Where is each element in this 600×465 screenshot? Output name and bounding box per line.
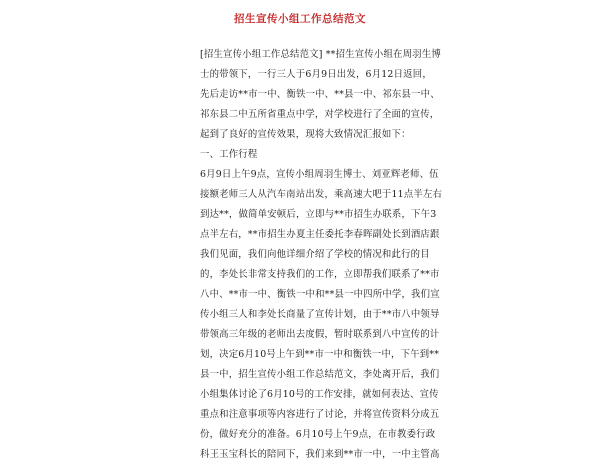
text-line: 起到了良好的宣传效果，现将大致情况汇报如下：: [200, 129, 411, 140]
text-line: 先后走访**市一中、衡铁一中、**县一中、祁东县一中、: [200, 89, 440, 100]
text-line: 的，李处长非常支持我们的工作，立即帮我们联系了**市: [200, 269, 440, 280]
text-line: 带领高三年级的老师出去度假，暂时联系到八中宣传的计: [200, 329, 440, 340]
text-line: 6月9日上午9点，宣传小组周羽生博士、刘亚辉老师、伍: [200, 169, 439, 180]
document-title: 招生宣传小组工作总结范文: [234, 13, 366, 25]
text-line: 到达**，做简单安顿后，立即与**市招生办联系，下午3: [200, 209, 437, 220]
text-line: 点半左右，**市招生办夏主任委托李春晖副处长到酒店跟: [200, 229, 440, 240]
text-line: 份，做好充分的准备。6月10号上午9点，在市教委行政: [200, 429, 436, 440]
text-line: 划，决定6月10号上午到**市一中和衡铁一中，下午到**: [200, 349, 440, 360]
text-line: 接额老师三人从汽车南站出发，乘高速大吧于11点半左右: [200, 189, 443, 200]
text-line: 祁东县二中五所省重点中学，对学校进行了全面的宣传，: [200, 109, 440, 120]
text-line: 我们见面，我们向他详细介绍了学校的情况和此行的目: [200, 249, 430, 260]
text-line: 科王玉宝科长的陪同下，我们来到**市一中，一中主管高: [200, 449, 440, 460]
text-line: 重点和注意事项等内容进行了讨论，并将宣传资料分成五: [200, 409, 440, 420]
text-line: 小组集体讨论了6月10号的工作安排，就如何表达、宣传: [200, 389, 439, 400]
text-line: 八中、**市一中、衡铁一中和**县一中四所中学，我们宣: [200, 289, 440, 300]
text-line: [招生宣传小组工作总结范文] **招生宣传小组在周羽生博: [200, 49, 441, 60]
text-line: 传小组三人和李处长商量了宣传计划，由于**市八中领导: [200, 309, 440, 320]
text-line: 士的带领下，一行三人于6月9日出发，6月12日返回，: [200, 69, 432, 80]
section-heading: 一、工作行程: [200, 149, 258, 160]
text-line: 县一中，招生宣传小组工作总结范文，李处离开后，我们: [200, 369, 440, 380]
document-body: [200, 45, 443, 465]
